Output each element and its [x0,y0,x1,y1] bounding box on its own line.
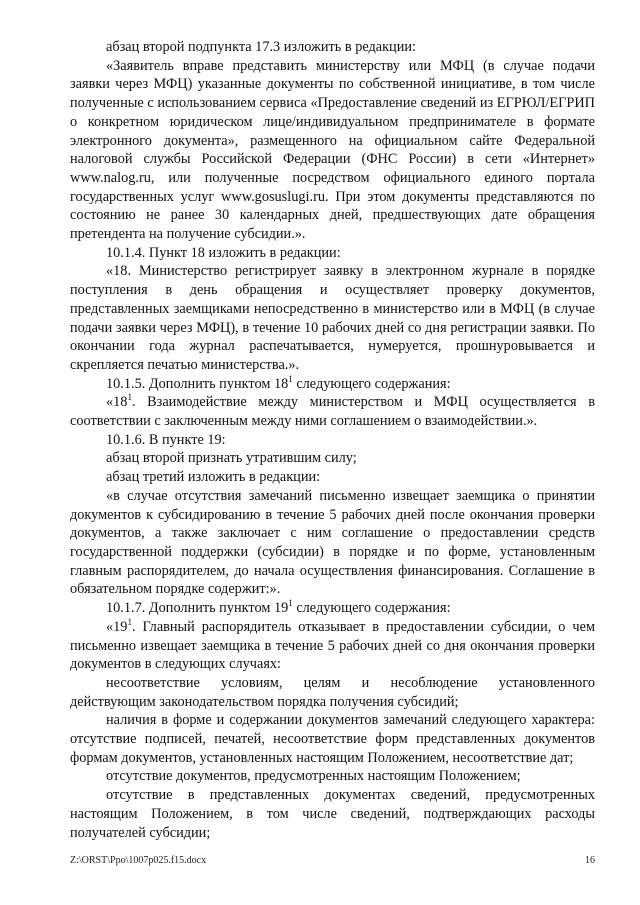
paragraph [70,393,595,430]
superscript: 1 [127,617,132,628]
paragraph-text: . Главный распорядитель отказывает в предоставлении субсидии, о чем письменно извещает заемщика в течение 5 рабочих дней со дня окончания проверки документов в следующих случаях: [70,618,595,673]
page-number: 16 [585,855,595,866]
superscript: 1 [288,598,293,609]
paragraph-text: 10.1.7. Дополнить пунктом 19 [106,600,289,617]
paragraph: абзац второй признать утратившим силу; [106,450,357,467]
paragraph: отсутствие в представленных документах сведений, предусмотренных настоящим Положением, в том числе сведений, подтверждающих расходы получателей субсидии; [70,787,595,841]
paragraph: отсутствие документов, предусмотренных настоящим Положением; [106,768,521,785]
paragraph: наличия в форме и содержании документов замечаний следующего характера: отсутствие подписей, печатей, несоответствие форм представленных документов формам документов, установленных настоящим Положением, несоответствие дат; [70,712,595,766]
paragraph-text: . Взаимодействие между министерством и МФЦ осуществляется в соответствии с заключенным между ними соглашением о взаимодействии.». [70,394,595,430]
document-body [70,38,595,842]
paragraph: 10.1.4. Пункт 18 изложить в редакции: [106,244,341,261]
paragraph-text: 10.1.5. Дополнить пунктом 18 [106,375,289,392]
file-path: Z:\ORST\Ppo\1007p025.f15.docx [70,855,207,866]
paragraph-text: следующего содержания: [292,375,451,392]
paragraph: несоответствие условиям, целям и несоблюдение установленного действующим законодательством порядка получения субсидий; [70,674,595,710]
paragraph: 10.1.6. В пункте 19: [106,431,226,448]
paragraph [70,375,595,394]
paragraph [70,618,595,674]
paragraph-text: «19 [106,618,128,635]
paragraph: абзац третий изложить в редакции: [106,469,321,486]
paragraph: абзац второй подпункта 17.3 изложить в редакции: [106,39,416,55]
paragraph: «Заявитель вправе представить министерству или МФЦ (в случае подачи заявки через МФЦ) указанные документы по собственной инициативе, в том числе полученные с использованием сервиса «Предоставление сведений из ЕГРЮЛ/ЕГРИП о конкретном юридическом лице/индивидуальном предпринимателе в формате электронного документа», размещенного на официальном сайте Федеральной налоговой службы Российской Федерации (ФНС России) в сети «Интернет» www.nalog.ru, или полученные посредством официального единого портала государственных услуг www.gosuslugi.ru. При этом документы представляются по состоянию не ранее 30 календарных дней, предшествующих дате обращения претендента на получение субсидии.». [70,57,595,243]
superscript: 1 [288,373,293,384]
paragraph: «18. Министерство регистрирует заявку в электронном журнале в порядке поступления в день обращения и осуществляет проверку документов, представленных заемщиками непосредственно в министерство или в МФЦ (в случае подачи заявки через МФЦ), в течение 10 рабочих дней со дня регистрации заявки. По окончании года журнал распечатывается, нумеруется, прошнуровывается и скрепляется печатью министерства.». [70,263,595,373]
paragraph: «в случае отсутствия замечаний письменно извещает заемщика о принятии документов к субсидированию в течение 5 рабочих дней после окончания проверки документов, а также заключает с ним соглашение о предоставлении средств государственной поддержки (субсидии) в порядке и по форме, установленным главным распорядителем, до начала осуществления финансирования. Соглашение в обязательном порядке содержит:». [70,487,595,598]
paragraph-text: «18 [106,394,128,411]
paragraph-text: следующего содержания: [292,600,451,617]
superscript: 1 [127,392,132,403]
paragraph [70,599,595,618]
